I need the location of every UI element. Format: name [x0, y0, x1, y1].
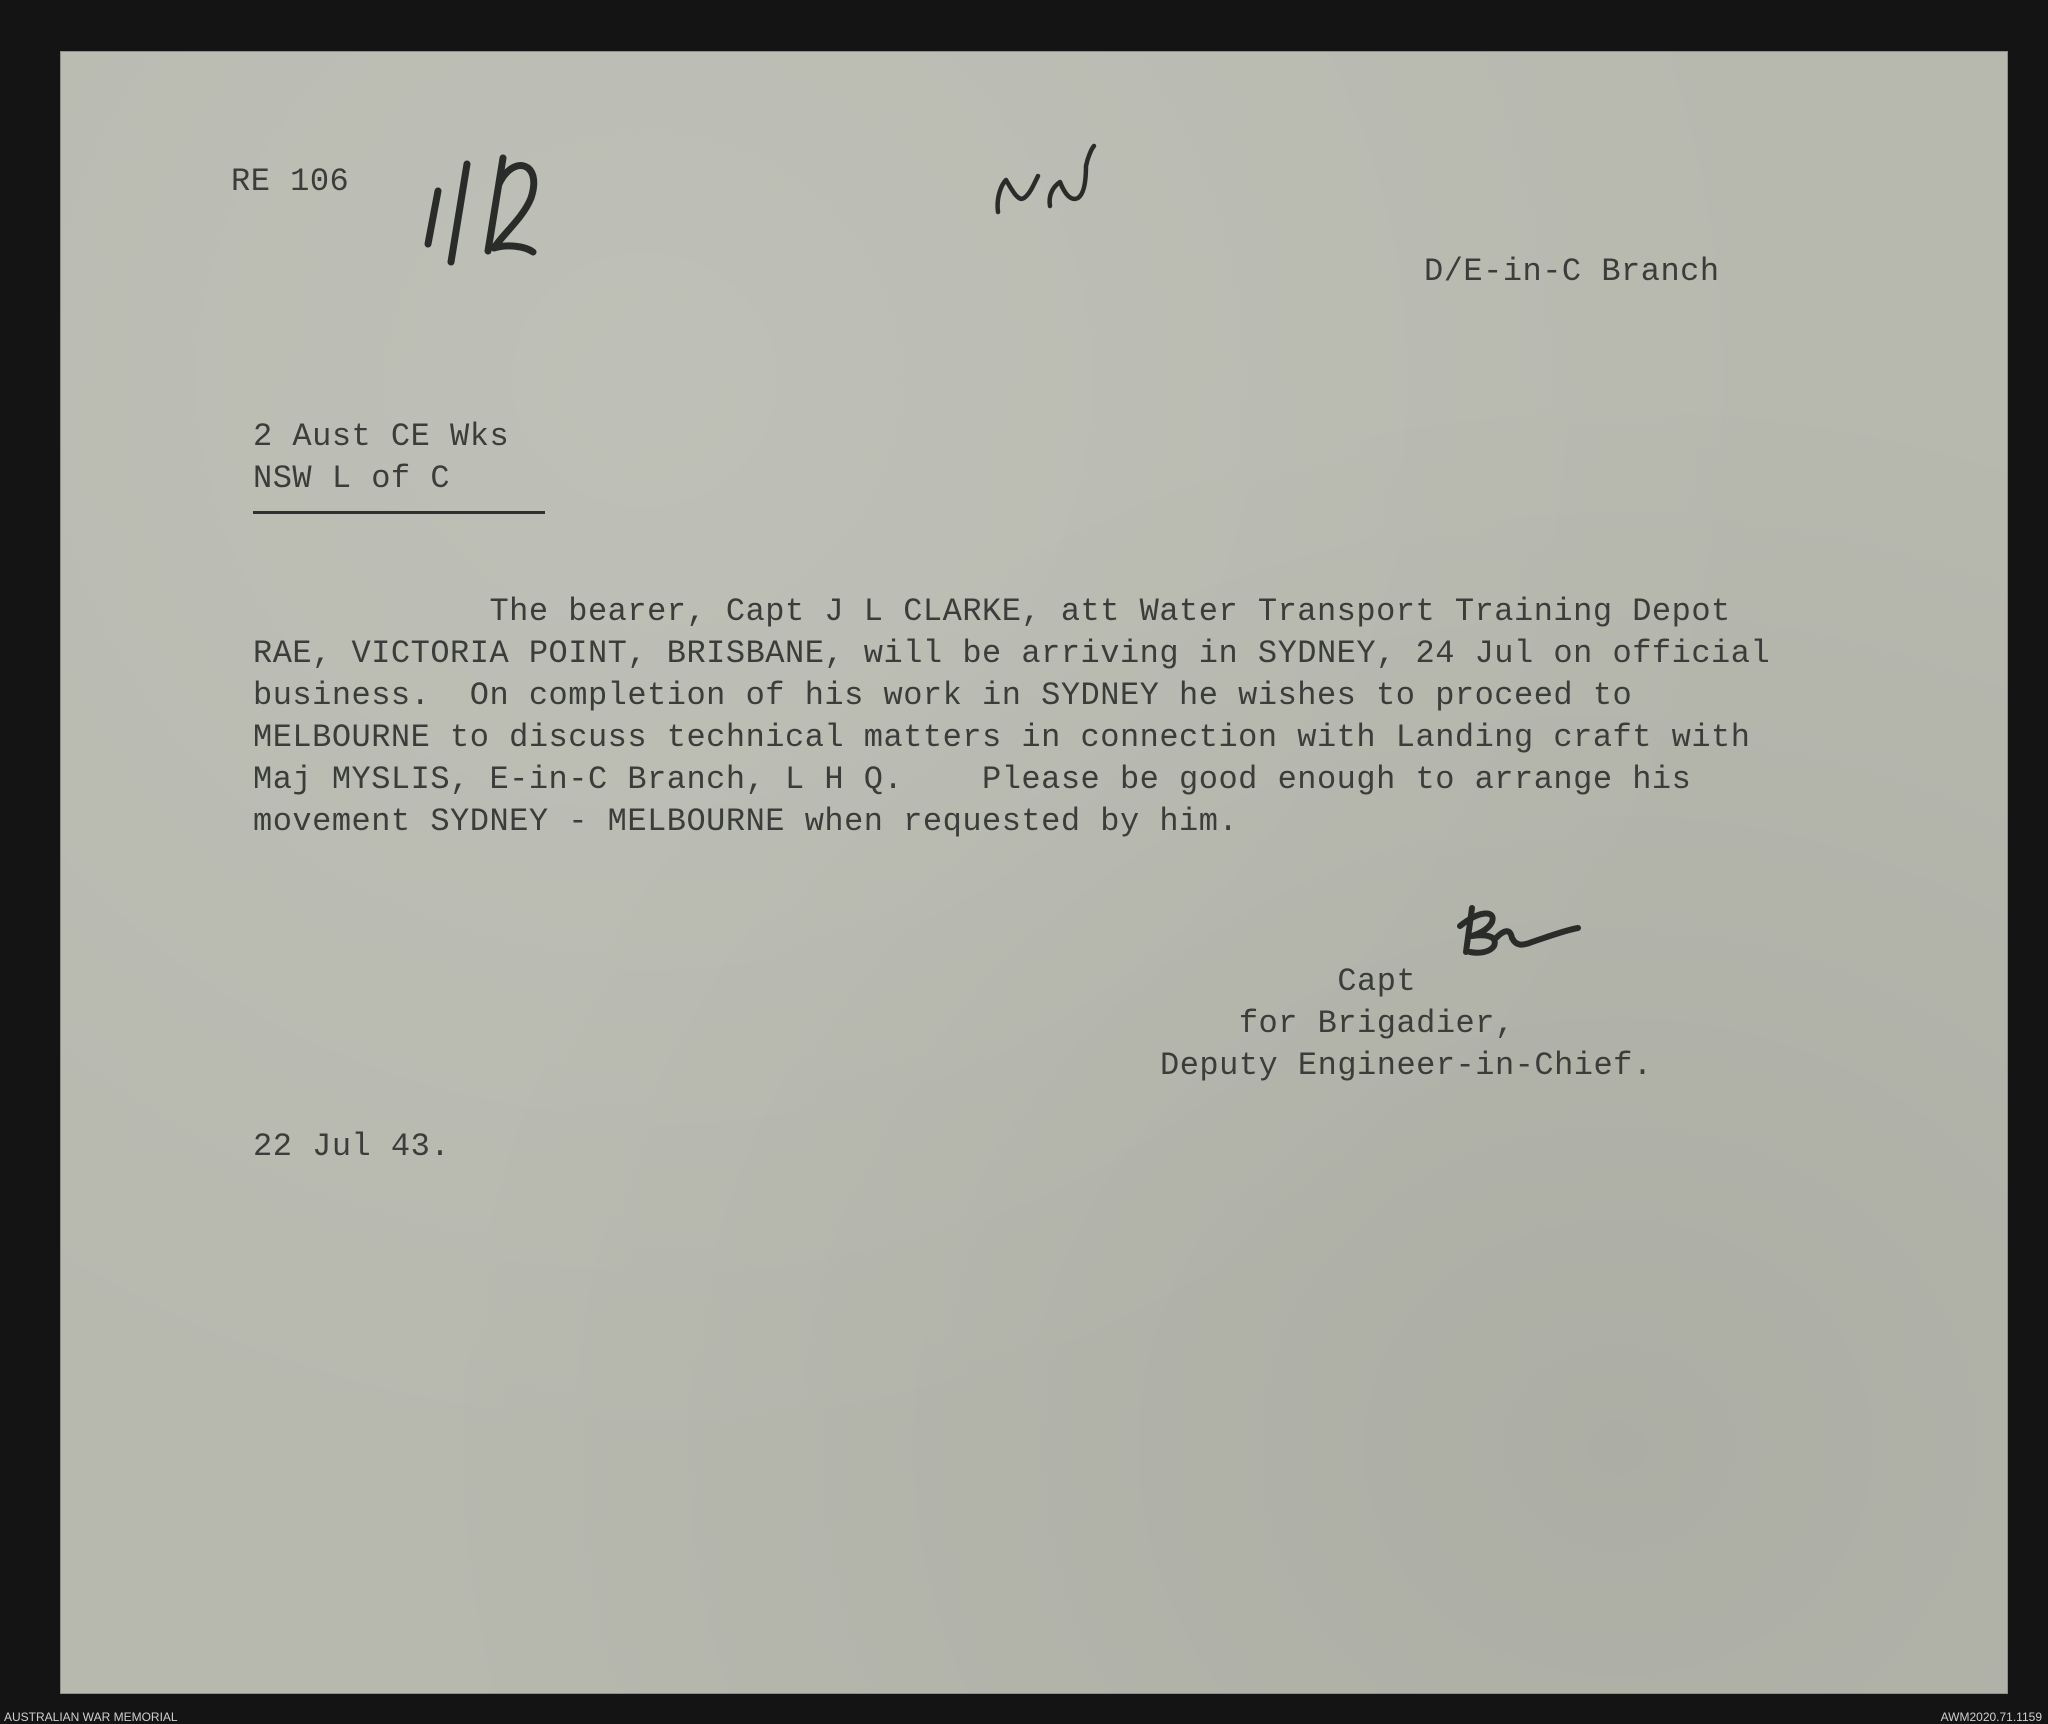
signature-title: Deputy Engineer-in-Chief.: [1160, 1047, 1653, 1084]
reference-number: RE 106: [231, 163, 350, 200]
body-line: business. On completion of his work in SYDNEY he wishes to proceed to: [253, 677, 1633, 714]
handwritten-initials-top: [930, 116, 1160, 236]
archive-credit: AUSTRALIAN WAR MEMORIAL: [4, 1710, 178, 1724]
document-date: 22 Jul 43.: [253, 1128, 451, 1165]
address-line: 2 Aust CE Wks: [253, 418, 510, 455]
address-block: [253, 416, 509, 500]
body-line: MELBOURNE to discuss technical matters in connection with Landing craft with: [253, 719, 1751, 756]
handwritten-file-mark: [375, 106, 605, 306]
body-line: movement SYDNEY - MELBOURNE when requested by him.: [253, 803, 1239, 840]
body-line: Maj MYSLIS, E-in-C Branch, L H Q. Please be good enough to arrange his: [253, 761, 1692, 798]
branch-heading: D/E-in-C Branch: [1424, 253, 1720, 290]
archive-id: AWM2020.71.1159: [1940, 1710, 2042, 1724]
letter-body: [253, 591, 1770, 843]
signature-block: [1160, 961, 1653, 1087]
body-line: The bearer, Capt J L CLARKE, att Water Transport Training Depot: [253, 593, 1731, 630]
body-line: RAE, VICTORIA POINT, BRISBANE, will be arriving in SYDNEY, 24 Jul on official: [253, 635, 1771, 672]
handwritten-signature: [1400, 856, 1640, 976]
file-mark-text: 11/2: [375, 106, 378, 107]
document-sheet: [60, 51, 2008, 1694]
signature-for: for Brigadier,: [1160, 1005, 1515, 1042]
signature-rank: Capt: [1160, 963, 1417, 1000]
address-underline: [253, 511, 545, 514]
address-line: NSW L of C: [253, 460, 451, 497]
